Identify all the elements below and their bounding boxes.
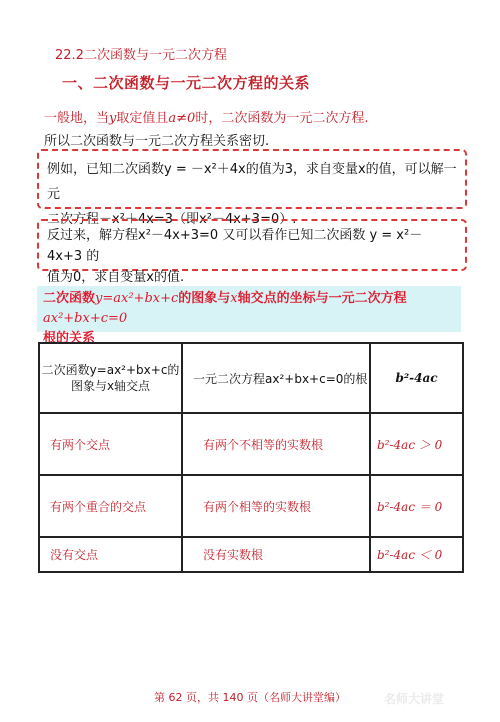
relation-table [38,342,464,573]
table-cell: 没有交点 [39,537,182,572]
table-cell: 没有实数根 [182,537,370,572]
example-box-2 [37,219,467,285]
example-2-line-1: 反过来，解方程x²－4x+3=0 又可以看作已知二次函数 y = x²－4x+3 的 [47,228,423,264]
watermark: 名师大讲堂 [384,692,445,706]
table-cell: 有两个相等的实数根 [182,475,370,537]
table-row [39,475,463,537]
example-1-line-2: 二次方程－x²＋4x=3（即x²－4x+3=0）. [47,212,297,227]
relation-heading: 二次函数y=ax²+bx+c的图象与x轴交点的坐标与一元二次方程ax²+bx+c=0 根的关系 [37,286,461,332]
table-header-row [39,343,463,413]
example-2-line-2: 值为0，求自变量x的值. [47,270,185,285]
table-cell: 有两个交点 [39,413,182,475]
table-row [39,413,463,475]
section-heading: 一、二次函数与一元二次方程的关系 [62,74,311,92]
table-cell: b²-4ac ＜ 0 [370,537,463,572]
table-cell: b²-4ac ＞ 0 [370,413,463,475]
intro-relation: 所以二次函数与一元二次方程关系密切. [44,134,270,149]
table-header-cell: 二次函数y=ax²+bx+c的图象与x轴交点 [39,343,182,413]
example-box-1 [37,149,467,227]
example-1-line-1: 例如，已知二次函数y = －x²＋4x的值为3，求自变量x的值，可以解一元 [47,162,457,202]
table-cell: b²-4ac ＝ 0 [370,475,463,537]
table-cell: 有两个不相等的实数根 [182,413,370,475]
table-row [39,537,463,572]
table-header-cell: b²-4ac [370,343,463,413]
intro-definition: 一般地，当y取定值且a≠0时，二次函数为一元二次方程. [44,111,369,126]
page-title: 22.2二次函数与一元二次方程 [55,48,227,63]
table-cell: 有两个重合的交点 [39,475,182,537]
page-footer: 第 62 页，共 140 页（名师大讲堂编） [154,691,346,704]
table-header-cell: 一元二次方程ax²+bx+c=0的根 [182,343,370,413]
